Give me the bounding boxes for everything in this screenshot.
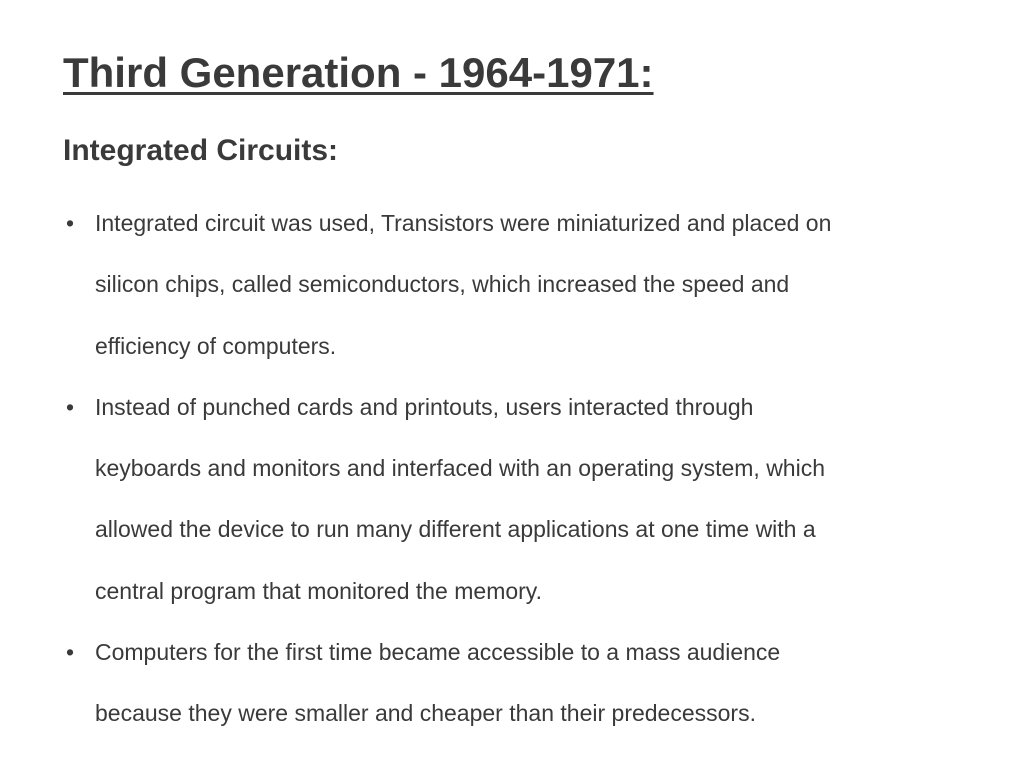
bullet-icon: •	[65, 639, 75, 666]
bullet-text-line: central program that monitored the memory.	[95, 577, 542, 604]
bullet-text-line: keyboards and monitors and interfaced with an operating system, which	[95, 455, 826, 482]
bullet-list	[63, 193, 953, 745]
bullet-text-line: silicon chips, called semiconductors, which increased the speed and	[95, 271, 790, 298]
bullet-text-line: Computers for the first time became accessible to a mass audience	[95, 639, 781, 666]
bullet-text-line: Instead of punched cards and printouts, users interacted through	[95, 393, 754, 420]
slide-title: Third Generation - 1964-1971:	[63, 49, 654, 96]
bullet-item	[63, 622, 953, 745]
bullet-text-line: because they were smaller and cheaper than their predecessors.	[95, 700, 756, 727]
bullet-item	[63, 193, 953, 377]
bullet-text-line: allowed the device to run many different applications at one time with a	[95, 516, 816, 543]
slide-subtitle: Integrated Circuits:	[63, 134, 339, 167]
bullet-item	[63, 377, 953, 622]
bullet-text-line: Integrated circuit was used, Transistors were miniaturized and placed on	[95, 210, 832, 236]
bullet-icon: •	[65, 393, 75, 420]
bullet-text-line: efficiency of computers.	[95, 332, 337, 359]
bullet-icon: •	[65, 210, 75, 236]
